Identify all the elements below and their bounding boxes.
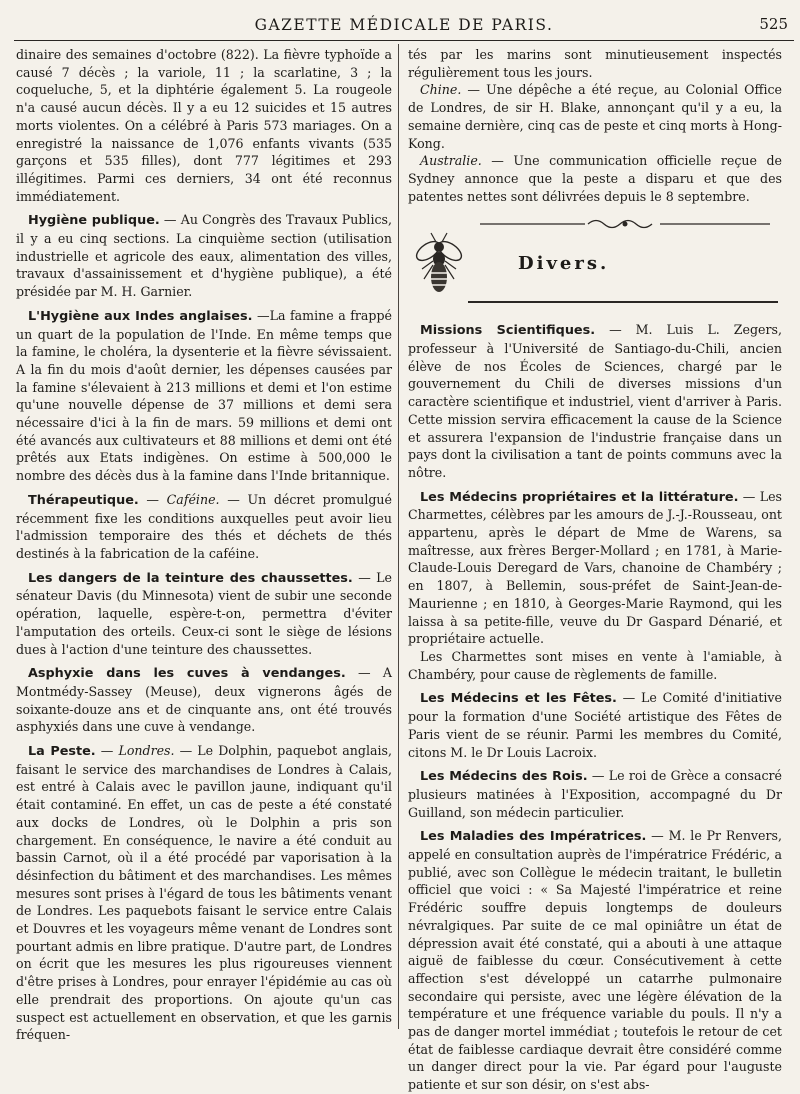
article-chaussettes — [16, 569, 392, 659]
left-column — [16, 46, 392, 1044]
divers-section-header — [408, 215, 782, 315]
body-peste: — Le Dolphin, paquebot anglais, faisant le service des marchandises de Londres à Calais, est entré à Calais avec le pavillon jaune, indiquant qu'il était contaminé. En effet, un cas de peste a été constaté aux docks de Londres, où le Dolphin a pris son chargement. En conséquence, le navire a été conduit au bassin Carnot, où il a été procédé par vaporisation à la désinfection du bâtiment et des marchandises. Les mêmes mesures sont prises à l'égard de tous les bâtiments venant de Londres. Les paquebots faisant le service entre Calais et Douvres et les voyageurs même venant de Londres sont pourtant admis en libre pratique. D'autre part, de Londres on écrit que les mesures les plus rigoureuses viennent d'être prises à Londres, pour enrayer l'épidémie au cas où elle prendrait des proportions. On ajoute qu'un cas suspect est actuellement en observation, et que les garnis fréquen- — [16, 743, 393, 1043]
article-imperatrices — [408, 827, 782, 1094]
article-inde — [16, 307, 392, 485]
heading-imperatrices: Les Maladies des Impératrices. — [420, 829, 647, 845]
ornament-rule-icon — [480, 217, 770, 231]
article-missions — [408, 321, 782, 481]
column-divider — [398, 44, 399, 1029]
article-charmettes: Les Charmettes sont mises en vente à l'amiable, à Chambéry, pour cause de règlements de famille. — [408, 648, 782, 682]
heading-asphyxie: Asphyxie dans les cuves à vendanges. — [28, 666, 346, 682]
body-chine: — Une dépêche a été reçue, au Colonial Office de Londres, de sir H. Blake, annonçant qu'il y a eu, la semaine dernière, cinq cas de peste et cinq morts à Hong-Kong. — [408, 82, 782, 151]
heading-missions: Missions Scientifiques. — [420, 323, 596, 339]
right-column — [408, 46, 782, 1094]
sub-londres: Londres. — [118, 743, 175, 759]
heading-chaussettes: Les dangers de la teinture des chaussettes. — [28, 570, 353, 586]
divers-rule — [468, 301, 778, 303]
intro-paragraph: dinaire des semaines d'octobre (822). La fièvre typhoïde a causé 7 décès ; la variole, 11 ; la scarlatine, 3 ; la coqueluche, 5, et la diphtérie également 5. La rougeole n'a causé aucun décès. Il y a eu 12 suicides et 15 autres morts violentes. On a célébré à Paris 573 mariages. On a enregistré la naissance de 1,076 enfants vivants (535 garçons et 535 filles), dont 777 légitimes et 293 illégitimes. Parmi ces derniers, 34 ont été reconnus immédiatement. — [16, 47, 392, 204]
peste-continuation: tés par les marins sont minutieusement inspectés régulièrement tous les jours. — [408, 47, 782, 80]
bee-icon — [412, 229, 466, 301]
heading-peste: La Peste. — [28, 744, 96, 760]
body-hygiene: — Au Congrès des Travaux Publics, il y a eu cinq sections. La cinquième section (utilisation industrielle et agricole des eaux, alimentation des villes, travaux d'assainissement et d'hygiène publique), a été présidée par M. H. Garnier. — [16, 212, 392, 300]
body-therapeutique: — Un décret promulgué récemment fixe les conditions auxquelles peut avoir lieu l'admission temporaire des thés et déchets de thés destinés à la fabrication de la caféine. — [16, 491, 392, 561]
article-fetes — [408, 689, 782, 761]
body-australie: — Une communication officielle reçue de Sydney annonce que la peste a disparu et que des patentes nettes sont délivrées depuis le 8 septembre. — [408, 153, 782, 204]
article-australie — [408, 152, 782, 205]
page-header — [14, 6, 794, 41]
body-proprietaires: — Les Charmettes, célèbres par les amours de J.-J.-Rousseau, ont appartenu, après le départ de Mme de Warens, sa maîtresse, aux frères Berger-Mollard ; en 1781, à Marie-Claude-Louis Deregard de Vars, chanoine de Chambéry ; en 1807, à Bellemin, sous-préfet de Saint-Jean-de-Maurienne ; en 1810, à Georges-Marie Raymond, qui les laissa à sa petite-fille, veuve du Dr Gaspard Dénarié, et propriétaire actuelle. — [408, 488, 782, 647]
heading-proprietaires: Les Médecins propriétaires et la littérature. — [420, 489, 739, 505]
article-peste: La Peste. — Londres. — Le Dolphin, paquebot anglais, faisant le service des marchandises de Londres à Calais, est entré à Calais avec le pavillon jaune, indiquant qu'il était contaminé. En effet, un cas de peste a été constaté aux docks de Londres, où le Dolphin a pris son chargement. En conséquence, le navire a été conduit au bassin Carnot, où il a été procédé par vaporisation à la désinfection du bâtiment et des marchandises. Les mêmes mesures sont prises à l'égard de tous les bâtiments venant de Londres. Les paquebots faisant le service entre Calais et Douvres et les voyageurs même venant de Londres sont pourtant admis en libre pratique. D'autre part, de Londres on écrit que les mesures les plus rigoureuses viennent d'être prises à Londres, pour enrayer l'épidémie au cas où elle prendrait des proportions. On ajoute qu'un cas suspect est actuellement en observation, et que les garnis fréquen- — [16, 743, 393, 1043]
section-title-divers: Divers. — [518, 253, 610, 275]
heading-inde: L'Hygiène aux Indes anglaises. — [28, 308, 253, 324]
body-chaussettes: — Le sénateur Davis (du Minnesota) vient de subir une seconde opération, laquelle, espère-t-on, permettra d'éviter l'amputation des orteils. Ceux-ci sont le siège de lésions dues à l'action d'une teinture des chaussettes. — [16, 569, 392, 657]
article-asphyxie — [16, 664, 392, 736]
heading-therapeutique: Thérapeutique. — [28, 492, 139, 508]
article-chine — [408, 81, 782, 152]
label-australie: Australie. — [420, 153, 482, 169]
body-fetes: — Le Comité d'initiative pour la formation d'une Société artistique des Fêtes de Paris vient de se réunir. Parmi les membres du Comité, citons M. le Dr Louis Lacroix. — [408, 690, 782, 760]
body-asphyxie: — A Montmédy-Sassey (Meuse), deux vignerons âgés de soixante-douze ans et de cinquante ans, ont été trouvés asphyxiés dans une cuve à vendange. — [16, 665, 392, 735]
body-inde: —La famine a frappé un quart de la population de l'Inde. En même temps que la famine, le choléra, la dysenterie et la fièvre sévissaient. A la fin du mois d'août dernier, les dépenses causées par la famine s'élevaient à 213 millions et demi et l'on estime qu'une nouvelle dépense de 37 millions et demi sera nécessaire d'ici à la fin de mars. 59 millions et demi ont été avancés aux cultivateurs et 88 millions et demi ont été prêtés aux Etats indigènes. On estime à 500,000 le nombre des décès dus à la famine dans l'Inde britannique. — [16, 307, 392, 484]
article-therapeutique: Thérapeutique. — Caféine. — Un décret promulgué récemment fixe les conditions auxquelles peut avoir lieu l'admission temporaire des thés et déchets de thés destinés à la fabrication de la caféine. — [16, 491, 392, 561]
body-rois: — Le roi de Grèce a consacré plusieurs matinées à l'Exposition, accompagné du Dr Guilland, son médecin particulier. — [408, 768, 782, 820]
article-hygiene — [16, 211, 392, 301]
heading-rois: Les Médecins des Rois. — [420, 769, 588, 785]
article-rois — [408, 767, 782, 821]
article-proprietaires — [408, 488, 782, 648]
sub-cafeine: Caféine. — [166, 491, 220, 507]
heading-hygiene: Hygiène publique. — [28, 213, 160, 229]
page-number: 525 — [759, 15, 788, 33]
body-missions: — M. Luis L. Zegers, professeur à l'Université de Santiago-du-Chili, ancien élève de nos Écoles de Sciences, chargé par le gouvernement du Chili de diverses missions d'un caractère scientifique et industriel, vient d'arriver à Paris. Cette mission servira efficacement la cause de la Science et assurera l'expansion de l'industrie française dans un pays dont la civilisation a tant de points communs avec la nôtre. — [408, 322, 782, 480]
journal-title: GAZETTE MÉDICALE DE PARIS. — [254, 16, 554, 34]
body-imperatrices: — M. le Pr Renvers, appelé en consultation auprès de l'impératrice Frédéric, a publié, avec son Collègue le médecin traitant, le bulletin officiel que voici : « Sa Majesté l'impératrice et reine Frédéric souffre depuis longtemps de douleurs névralgiques. Par suite de ce mal opiniâtre un état de dépression avait été constaté, qui a abouti à une attaque aiguë de faiblesse du cœur. Consécutivement à cette affection s'est développé un catarrhe pulmonaire secondaire qui persiste, avec une légère élévation de la température et une fréquence variable du pouls. Il n'y a pas de danger mortel immédiat ; toutefois le retour de cet état de faiblesse cardiaque devrait être considéré comme un danger direct pour la vie. Par égard pour l'auguste patiente et sur son désir, on s'est abs- — [408, 828, 782, 1093]
label-chine: Chine. — [420, 82, 462, 98]
heading-fetes: Les Médecins et les Fêtes. — [420, 691, 617, 707]
